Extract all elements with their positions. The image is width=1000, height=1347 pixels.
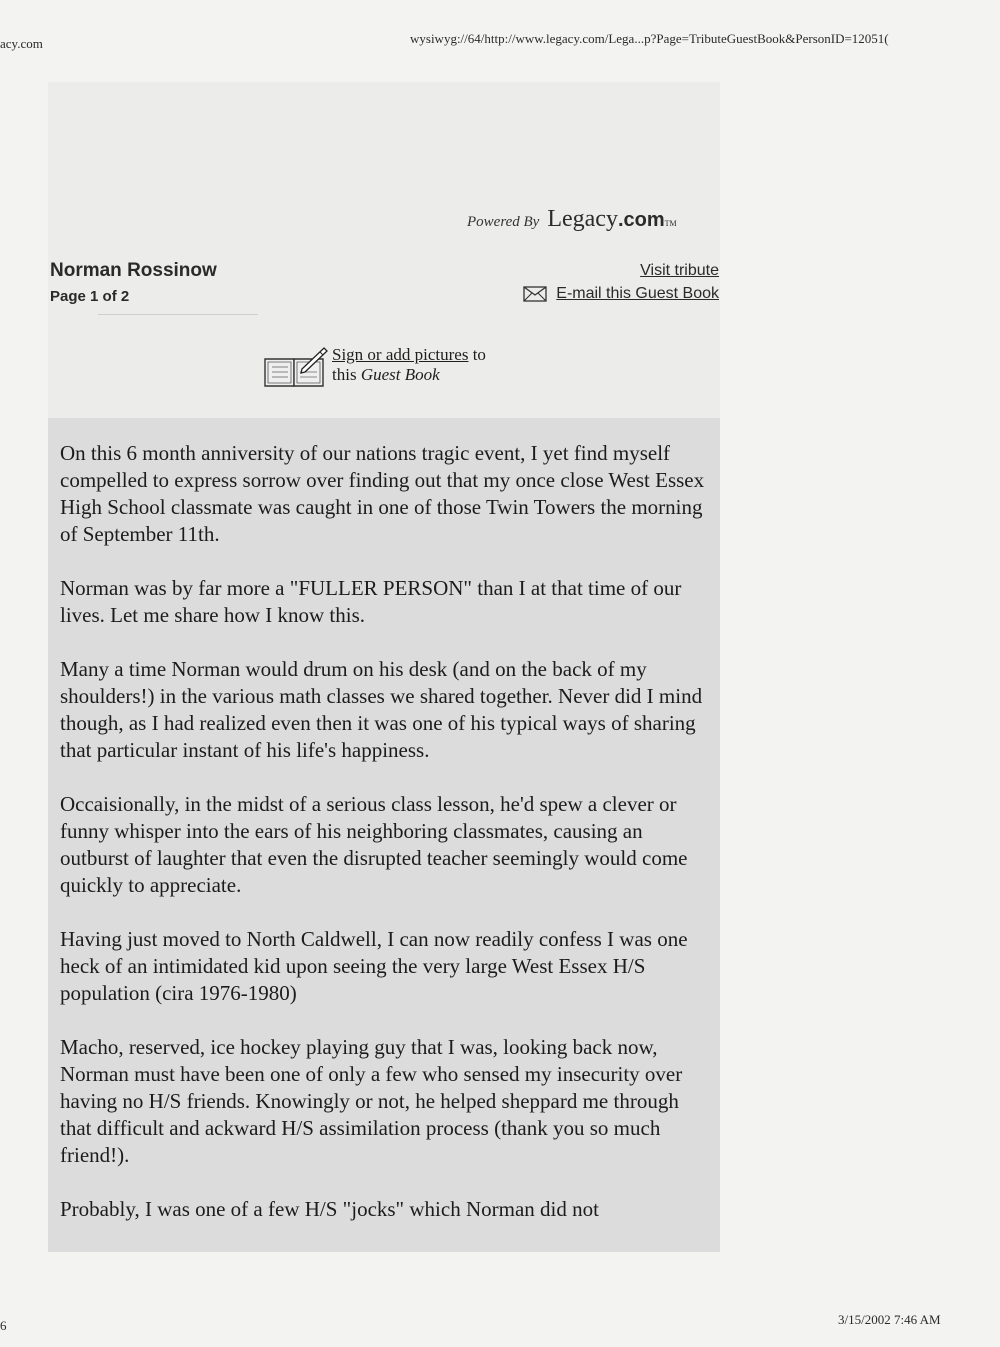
message-paragraph: On this 6 month anniversity of our nations tragic event, I yet find myself compelled to express sorrow over finding out that my once close West Essex High School classmate was caught in one of those Twin Towers the morning of September 11th. [60, 441, 705, 546]
sign-to-text: to [472, 345, 486, 364]
message-paragraph: Occaisionally, in the midst of a serious class lesson, he'd spew a clever or funny whisper into the ears of his neighboring classmates, causing an outburst of laughter that even the disrupted teacher seemingly would come quickly to appreciate. [60, 792, 688, 897]
email-guestbook-link[interactable] [523, 285, 719, 303]
email-guestbook-label: E-mail this Guest Book [556, 285, 719, 302]
sign-guestbook[interactable] [262, 345, 486, 389]
name-divider [98, 314, 258, 315]
message-paragraph: Macho, reserved, ice hockey playing guy that I was, looking back now, Norman must have been one of only a few who sensed my insecurity over having no H/S friends. Knowingly or not, he helped sheppard me through that difficult and ackward H/S assimilation process (thank you so much friend!). [60, 1035, 683, 1167]
print-header-url: wysiwyg://64/http://www.legacy.com/Lega...p?Page=TributeGuestBook&PersonID=12051( [410, 31, 889, 46]
powered-by-label: Powered By [467, 214, 540, 230]
print-footer-page: 6 [0, 1318, 7, 1333]
legacy-logo-com: .com [617, 209, 665, 231]
visit-tribute-link[interactable]: Visit tribute [640, 262, 719, 279]
guestbook-message [60, 440, 710, 1250]
sign-this-text: this [332, 365, 357, 384]
legacy-logo-tm: TM [664, 219, 677, 228]
guest-book-pen-icon [262, 345, 328, 389]
legacy-logo-text: Legacy [547, 206, 618, 232]
sign-guestbook-text [332, 345, 486, 385]
sign-guest-book-text: Guest Book [360, 365, 440, 384]
powered-by-legacy[interactable] [467, 206, 677, 233]
sign-or-add-pictures-link[interactable]: Sign or add pictures [332, 345, 469, 364]
person-name: Norman Rossinow [50, 260, 217, 281]
message-paragraph: Having just moved to North Caldwell, I can now readily confess I was one heck of an intimidated kid upon seeing the very large West Essex H/S population (cira 1976-1980) [60, 927, 688, 1005]
message-paragraph: Many a time Norman would drum on his desk (and on the back of my shoulders!) in the various math classes we shared together. Never did I mind though, as I had realized even then it was one of his typical ways of sharing that particular instant of his life's happiness. [60, 657, 703, 762]
message-paragraph: Norman was by far more a "FULLER PERSON" than I at that time of our lives. Let me share how I know this. [60, 576, 682, 627]
envelope-icon [523, 286, 547, 302]
page-indicator: Page 1 of 2 [50, 288, 130, 305]
print-header-site: acy.com [0, 36, 43, 51]
print-footer-timestamp: 3/15/2002 7:46 AM [838, 1312, 941, 1327]
legacy-logo [547, 206, 676, 232]
message-paragraph: Probably, I was one of a few H/S "jocks" which Norman did not [60, 1197, 599, 1221]
